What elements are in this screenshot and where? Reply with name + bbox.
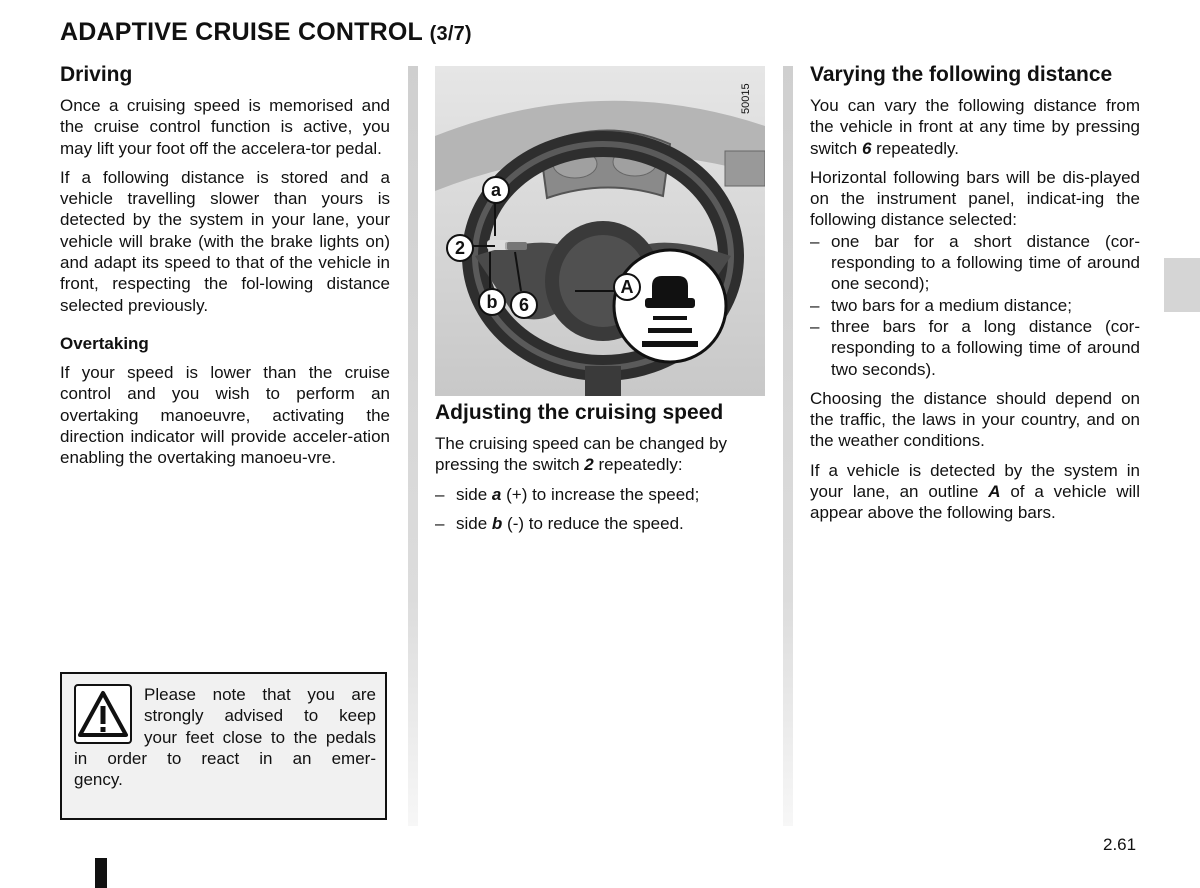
warning-line-3: your feet close to the pedals bbox=[144, 727, 376, 747]
driving-paragraph-2: If a following distance is stored and a vehicle travelling slower than yours is detected by the system in your lane, your vehicle will brake (with the brake lights on) and adapt its speed to that of the vehicle in front, respecting the fol-lowing distance selected previously. bbox=[60, 167, 390, 315]
following-distance-list bbox=[810, 231, 1140, 380]
list-dash: – bbox=[810, 231, 820, 251]
adjusting-speed-intro-end: repeatedly: bbox=[593, 455, 683, 475]
page-title-part: (3/7) bbox=[429, 23, 472, 45]
following-distance-paragraph-4 bbox=[810, 460, 1140, 524]
following-distance-p1-text: You can vary the following distance from the vehicle in front at any time by pressing switch bbox=[810, 96, 1140, 158]
figure-reference-text: 50015 bbox=[740, 83, 752, 114]
list-item bbox=[810, 231, 1140, 295]
list-dash: – bbox=[435, 513, 445, 533]
adjusting-speed-heading: Adjusting the cruising speed bbox=[435, 401, 724, 424]
switch-6-ref: 6 bbox=[861, 138, 872, 158]
following-distance-paragraph-3: Choosing the distance should depend on the traffic, the laws in your country, and on the weather conditions. bbox=[810, 388, 1140, 451]
steering-wheel-figure bbox=[435, 66, 765, 396]
adjusting-speed-intro-text: The cruising speed can be changed by pressing the switch bbox=[435, 434, 728, 475]
list-item bbox=[435, 484, 767, 505]
overtaking-paragraph: If your speed is lower than the cruise control and you wish to perform an overtaking manoeuvre, activating the direction indicator will provide acceler-ation enabling the overtaking manoeu-vre. bbox=[60, 362, 390, 468]
driving-paragraph-1: Once a cruising speed is memorised and the cruise control function is active, you may lift your foot off the accelera-tor pedal. bbox=[60, 96, 390, 158]
figure-reference bbox=[740, 72, 760, 114]
warning-line-2: strongly advised to keep bbox=[144, 706, 376, 726]
adjusting-speed-intro bbox=[435, 433, 767, 476]
chapter-tab bbox=[1164, 258, 1200, 312]
warning-text bbox=[74, 684, 376, 790]
page-title bbox=[60, 18, 472, 47]
callout-6: 6 bbox=[510, 291, 538, 319]
list-item bbox=[810, 316, 1140, 380]
following-distance-heading: Varying the following distance bbox=[810, 63, 1113, 86]
list-item-text: one bar for a short distance (cor-responding to a following time of around one second); bbox=[831, 231, 1140, 294]
callout-A: A bbox=[613, 273, 641, 301]
list-item-text: side bbox=[456, 513, 492, 533]
warning-line-1: Please note that you are bbox=[144, 685, 376, 704]
driving-heading: Driving bbox=[60, 63, 133, 86]
warning-line-5: gency. bbox=[74, 770, 123, 790]
page-title-text: ADAPTIVE CRUISE CONTROL bbox=[60, 18, 423, 46]
driving-section bbox=[60, 62, 390, 476]
list-dash: – bbox=[810, 295, 820, 315]
list-item-text: side bbox=[456, 484, 492, 504]
warning-line-4: in order to react in an emer- bbox=[74, 748, 376, 768]
following-distance-p4-text: If a vehicle is detected by the system in your lane, an outline bbox=[810, 460, 1140, 502]
page-corner-mark bbox=[95, 858, 107, 888]
column-divider-right bbox=[783, 66, 793, 826]
following-distance-section bbox=[810, 62, 1140, 532]
callout-2: 2 bbox=[446, 234, 474, 262]
adjusting-speed-list bbox=[435, 484, 767, 535]
page-number: 2.61 bbox=[1103, 835, 1137, 854]
following-distance-p1-end: repeatedly. bbox=[871, 138, 960, 158]
list-item-text-end: (-) to reduce the speed. bbox=[502, 513, 684, 533]
callout-a: a bbox=[482, 176, 510, 204]
side-b-ref: b bbox=[491, 513, 503, 533]
adjusting-speed-section bbox=[435, 400, 767, 542]
list-item bbox=[810, 295, 1140, 316]
list-dash: – bbox=[810, 316, 820, 336]
following-distance-paragraph-2: Horizontal following bars will be dis-played on the instrument panel, indicat-ing the following distance selected: bbox=[810, 167, 1140, 230]
side-a-ref: a bbox=[491, 484, 502, 504]
overtaking-heading: Overtaking bbox=[60, 333, 149, 353]
column-divider-left bbox=[408, 66, 418, 826]
callout-b: b bbox=[478, 288, 506, 316]
list-item-text-end: (+) to increase the speed; bbox=[501, 484, 700, 504]
following-distance-paragraph-1 bbox=[810, 95, 1140, 159]
list-item bbox=[435, 513, 767, 534]
outline-A-ref: A bbox=[988, 482, 1001, 502]
steering-wheel-illustration bbox=[435, 66, 765, 396]
list-dash: – bbox=[435, 484, 445, 504]
switch-2-ref: 2 bbox=[584, 455, 594, 475]
list-item-text: three bars for a long distance (cor-responding to a following time of around two seconds). bbox=[831, 316, 1140, 379]
list-item-text: two bars for a medium distance; bbox=[831, 295, 1072, 315]
warning-triangle-icon bbox=[74, 684, 132, 744]
following-distance-p4-end: of a vehicle will appear above the following bars. bbox=[810, 482, 1140, 523]
